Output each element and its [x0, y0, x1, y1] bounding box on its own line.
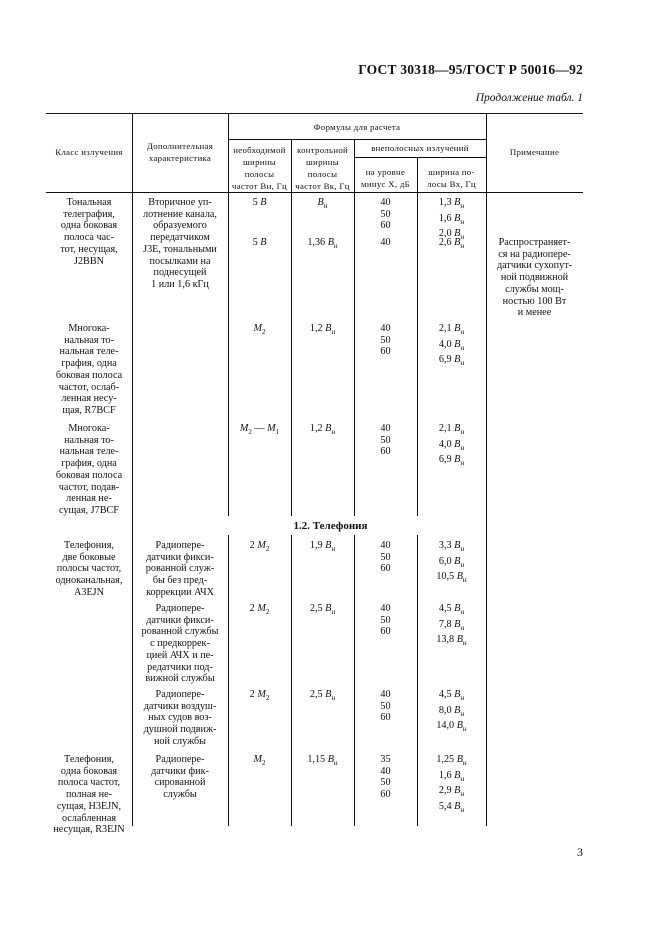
- cell-line: 3,3 $B_н$: [438, 540, 465, 554]
- cell-bw: [417, 237, 486, 253]
- cell-line: 4,0 $B_н$: [438, 338, 465, 352]
- table-top-border: [46, 113, 583, 114]
- cell-line: 60: [380, 346, 391, 358]
- cell-line: 60: [380, 563, 391, 575]
- cell-line: службы мощ-: [505, 283, 564, 295]
- cell-lvl: [354, 323, 417, 358]
- cell-line: и менее: [517, 307, 552, 319]
- cell-line: службы: [163, 789, 197, 801]
- cell-line: нальная теле-: [59, 346, 119, 358]
- cell-line: 50: [380, 700, 391, 712]
- cell-line: 1,2 $B_н$: [309, 423, 336, 437]
- cell-line: 6,0 $B_н$: [438, 555, 465, 569]
- cell-line: $M_2$: [253, 754, 266, 768]
- cell-line: 5 B: [252, 237, 267, 248]
- cell-line: 40: [380, 323, 391, 334]
- cell-line: Радиопере-: [155, 689, 205, 700]
- cell-line: щая, R7BCF: [62, 404, 116, 416]
- cell-cls: [46, 540, 132, 599]
- cell-line: Многока-: [68, 323, 110, 334]
- cell-lvl: [354, 603, 417, 638]
- cell-line: одноканальная,: [55, 575, 123, 587]
- cell-line: 10,5 $B_н$: [436, 571, 467, 585]
- cell-line: $B_н$: [317, 197, 328, 211]
- cell-line: датчики воздуш-: [143, 700, 217, 712]
- cell-line: $M_2$ — $M_1$: [239, 423, 280, 437]
- cell-lvl: [354, 754, 417, 801]
- cell-line: J2BBN: [73, 255, 104, 267]
- cell-line: две боковые: [62, 551, 116, 563]
- cell-ctl: [291, 197, 354, 213]
- cell-line: 60: [380, 789, 391, 801]
- cell-line: 50: [380, 334, 391, 346]
- cell-line: Многока-: [68, 423, 110, 434]
- cell-line: телеграфия,: [63, 208, 115, 220]
- cell-line: 40: [380, 423, 391, 434]
- cell-line: 2,9 $B_н$: [438, 785, 465, 799]
- cell-line: 2 $M_2$: [249, 603, 270, 617]
- cell-bw: [417, 423, 486, 470]
- col-divider-2b: [228, 535, 229, 826]
- cell-line: 2,6 $B_н$: [438, 237, 465, 251]
- cell-line: Радиопере-: [155, 540, 205, 551]
- cell-bw: [417, 754, 486, 817]
- cell-line: 14,0 $B_н$: [436, 720, 467, 734]
- cell-line: J3E, тональными: [143, 243, 217, 255]
- cell-line: ной подвижной: [500, 272, 569, 284]
- cell-lvl: [354, 689, 417, 724]
- cell-line: 40: [380, 603, 391, 614]
- cell-line: 2,1 $B_н$: [438, 323, 465, 337]
- cell-line: боковая полоса: [55, 369, 123, 381]
- cell-line: нальная то-: [64, 334, 114, 346]
- cell-lvl: [354, 237, 417, 249]
- cell-ctl: [291, 540, 354, 556]
- cell-line: полная не-: [65, 789, 113, 801]
- cell-line: Тональная: [66, 197, 112, 208]
- cell-line: 1 или 1,6 кГц: [151, 278, 209, 290]
- cell-line: Радиопере-: [155, 754, 205, 765]
- cell-ctl: [291, 603, 354, 619]
- cell-line: полоса час-: [63, 232, 115, 244]
- cell-cls: [46, 754, 132, 836]
- cell-nec: [228, 754, 291, 770]
- document-title: ГОСТ 30318—95/ГОСТ Р 50016—92: [358, 62, 583, 77]
- cell-line: рованной служ-: [145, 563, 215, 575]
- cell-ctl: [291, 323, 354, 339]
- cell-line: передатчиком: [150, 232, 210, 244]
- cell-line: 1,15 $B_н$: [307, 754, 338, 768]
- cell-ctl: [291, 237, 354, 253]
- cell-line: Распространяет-: [498, 237, 571, 248]
- cell-line: ленная несу-: [61, 393, 117, 405]
- cell-line: Телефония,: [64, 540, 114, 551]
- cell-line: 1,9 $B_н$: [309, 540, 336, 554]
- cell-line: 5,4 $B_н$: [438, 801, 465, 815]
- cell-line: нальная то-: [64, 434, 114, 446]
- cell-line: 6,9 $B_н$: [438, 354, 465, 368]
- cell-line: боковая полоса: [55, 469, 123, 481]
- cell-line: ностью 100 Вт: [502, 295, 567, 307]
- cell-line: 2,1 $B_н$: [438, 423, 465, 437]
- cell-line: 60: [380, 712, 391, 724]
- cell-line: нальная теле-: [59, 446, 119, 458]
- cell-nec: [228, 689, 291, 705]
- cell-line: с предкоррек-: [150, 638, 210, 650]
- cell-line: 1,36 $B_н$: [307, 237, 338, 251]
- cell-line: Вторичное уп-: [148, 197, 212, 208]
- cell-line: 50: [380, 208, 391, 220]
- cell-char: [132, 540, 228, 599]
- header-extra-char: Дополнительная характеристика: [146, 141, 214, 163]
- cell-lvl: [354, 540, 417, 575]
- cell-line: A3EJN: [74, 586, 104, 598]
- cell-line: 2,0 $B_н$: [438, 228, 465, 242]
- cell-line: 35: [380, 754, 391, 765]
- cell-nec: [228, 540, 291, 556]
- col-divider-6: [486, 113, 487, 826]
- cell-char: [132, 754, 228, 801]
- cell-line: поднесущей: [153, 267, 207, 279]
- table-continuation-label: Продолжение табл. 1: [475, 92, 583, 104]
- cell-line: полоса частот,: [57, 777, 121, 789]
- cell-line: коррекции АЧХ: [146, 586, 214, 598]
- cell-line: частот, подав-: [58, 481, 120, 493]
- cell-line: 2 $M_2$: [249, 689, 270, 703]
- cell-cls: [46, 423, 132, 517]
- cell-cls: [46, 323, 132, 417]
- cell-nec: [228, 603, 291, 619]
- cell-line: $M_2$: [253, 323, 266, 337]
- cell-line: ленная не-: [66, 493, 112, 505]
- cell-line: графия, одна: [61, 358, 117, 370]
- header-necessary-bw: необходимой ширины полосы частот Bн, Гц: [232, 145, 287, 191]
- cell-bw: [417, 603, 486, 650]
- cell-line: 8,0 $B_н$: [438, 704, 465, 718]
- cell-line: 1,2 $B_н$: [309, 323, 336, 337]
- cell-line: 7,8 $B_н$: [438, 618, 465, 632]
- cell-line: 5 B: [252, 197, 267, 208]
- cell-char: [132, 197, 228, 291]
- cell-char: [132, 689, 228, 748]
- cell-line: сированной: [154, 777, 206, 789]
- cell-line: душной подвиж-: [143, 724, 217, 736]
- cell-line: 40: [380, 197, 391, 208]
- header-bottom-border: [46, 192, 583, 193]
- col-divider-3b: [291, 535, 292, 826]
- cell-line: 2 $M_2$: [249, 540, 270, 554]
- cell-line: 60: [380, 446, 391, 458]
- cell-line: бы без пред-: [152, 575, 208, 587]
- cell-line: 60: [380, 220, 391, 232]
- cell-line: графия, одна: [61, 458, 117, 470]
- cell-line: посылками на: [149, 255, 211, 267]
- oob-divider: [354, 157, 486, 158]
- cell-ctl: [291, 423, 354, 439]
- cell-line: частот, ослаб-: [58, 381, 120, 393]
- cell-line: ной службы: [153, 735, 207, 747]
- cell-line: 1,6 $B_н$: [438, 212, 465, 226]
- cell-line: датчики сухопут-: [496, 260, 573, 272]
- cell-line: Телефония,: [64, 754, 114, 765]
- cell-line: цией АЧХ и пе-: [146, 649, 214, 661]
- cell-nec: [228, 323, 291, 339]
- cell-line: 60: [380, 626, 391, 638]
- header-bandwidth: ширина по- лосы Bx, Гц: [427, 167, 476, 189]
- cell-bw: [417, 689, 486, 736]
- cell-line: 1,6 $B_н$: [438, 769, 465, 783]
- cell-line: 4,5 $B_н$: [438, 603, 465, 617]
- header-emission-class: Класс излучения: [55, 147, 123, 157]
- cell-line: редатчики под-: [147, 661, 213, 673]
- cell-line: рованной службы: [141, 626, 219, 638]
- cell-bw: [417, 323, 486, 370]
- header-formulas: Формулы для расчета: [313, 122, 401, 132]
- cell-line: датчики фикси-: [146, 614, 214, 626]
- cell-line: вижной службы: [145, 673, 215, 685]
- cell-line: 1,3 $B_н$: [438, 197, 465, 211]
- cell-lvl: [354, 423, 417, 458]
- cell-line: 4,5 $B_н$: [438, 689, 465, 703]
- cell-line: тот, несущая,: [60, 243, 118, 255]
- cell-line: датчики фик-: [151, 765, 209, 777]
- cell-line: 4,0 $B_н$: [438, 438, 465, 452]
- cell-line: 50: [380, 614, 391, 626]
- cell-line: одна боковая: [60, 220, 118, 232]
- cell-cls: [46, 197, 132, 267]
- section-title: 1.2. Телефония: [293, 520, 368, 532]
- cell-line: сущая, H3EJN,: [56, 800, 122, 812]
- cell-line: 50: [380, 551, 391, 563]
- cell-ctl: [291, 689, 354, 705]
- cell-line: 50: [380, 777, 391, 789]
- cell-line: ных судов воз-: [148, 712, 212, 724]
- cell-line: полосы частот,: [56, 563, 122, 575]
- cell-line: 40: [380, 237, 391, 248]
- cell-line: 2,5 $B_н$: [309, 689, 336, 703]
- cell-line: Радиопере-: [155, 603, 205, 614]
- cell-line: 6,9 $B_н$: [438, 454, 465, 468]
- cell-note: [486, 237, 583, 319]
- cell-line: ослабленная: [61, 812, 117, 824]
- header-level: на уровне минус X, дБ: [360, 167, 411, 189]
- cell-line: 13,8 $B_н$: [436, 634, 467, 648]
- cell-line: сущая, J7BCF: [59, 504, 119, 516]
- cell-bw: [417, 540, 486, 587]
- cell-line: лотнение канала,: [143, 208, 217, 220]
- cell-nec: [228, 197, 291, 209]
- cell-line: датчики фикси-: [146, 551, 214, 563]
- header-oob: внеполосных излучений: [371, 143, 469, 153]
- cell-line: несущая, R3EJN: [53, 824, 125, 836]
- cell-nec: [228, 423, 291, 439]
- cell-nec: [228, 237, 291, 249]
- header-control-bw: контрольной ширины полосы частот Bк, Гц: [295, 145, 350, 191]
- cell-line: ся на радиопере-: [498, 248, 571, 260]
- cell-line: 1,25 $B_н$: [436, 754, 467, 768]
- cell-line: образуемого: [153, 220, 207, 232]
- cell-char: [132, 603, 228, 685]
- cell-line: 40: [380, 540, 391, 551]
- cell-line: 40: [380, 689, 391, 700]
- cell-ctl: [291, 754, 354, 770]
- cell-lvl: [354, 197, 417, 232]
- cell-line: 40: [380, 765, 391, 777]
- header-note: Примечание: [509, 147, 560, 157]
- cell-line: 50: [380, 434, 391, 446]
- formulas-divider: [228, 139, 486, 140]
- page-number: 3: [577, 845, 583, 859]
- cell-line: 2,5 $B_н$: [309, 603, 336, 617]
- cell-line: одна боковая: [60, 765, 118, 777]
